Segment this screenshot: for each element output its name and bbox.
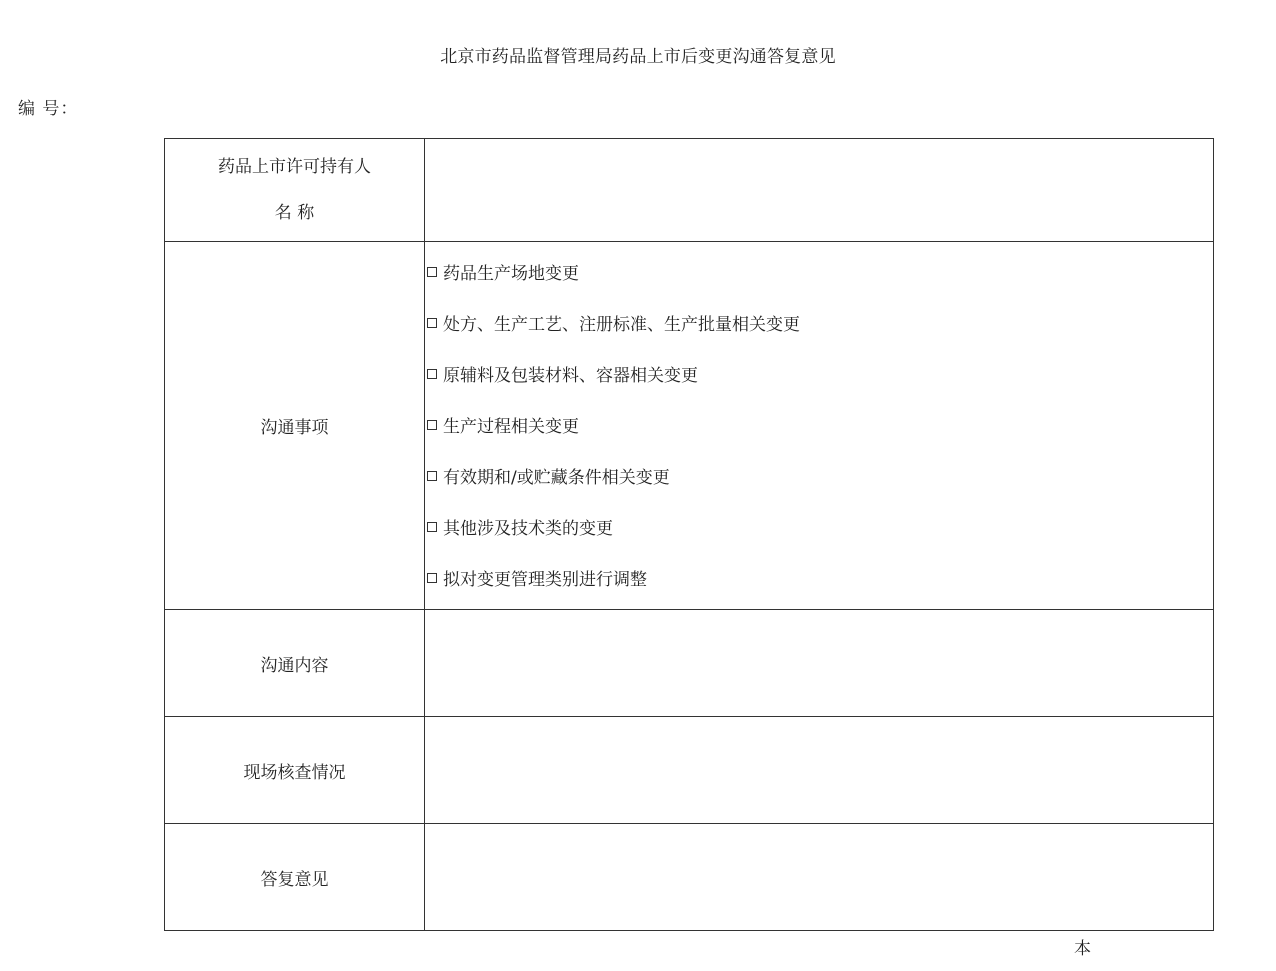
license-holder-label-line2: 名 称	[274, 203, 315, 223]
license-holder-value-cell[interactable]	[425, 139, 1214, 242]
checkbox-icon[interactable]	[427, 471, 437, 481]
checkbox-icon[interactable]	[427, 573, 437, 583]
item-option[interactable]	[427, 450, 1213, 501]
reply-opinion-value-cell[interactable]	[425, 824, 1214, 931]
page-edge-mark: 本	[1074, 939, 1091, 959]
communication-content-label: 沟通内容	[165, 610, 425, 717]
item-option[interactable]	[427, 552, 1213, 603]
document-title: 北京市药品监督管理局药品上市后变更沟通答复意见	[440, 47, 836, 67]
row-communication-items	[165, 242, 1214, 610]
communication-items-label: 沟通事项	[165, 242, 425, 610]
item-option[interactable]	[427, 501, 1213, 552]
row-license-holder	[165, 139, 1214, 242]
item-option[interactable]	[427, 399, 1213, 450]
item-option-label: 生产过程相关变更	[443, 417, 579, 437]
document-number-label: 编 号：	[18, 99, 79, 119]
reply-opinion-label: 答复意见	[165, 824, 425, 931]
checkbox-icon[interactable]	[427, 318, 437, 328]
item-option-label: 其他涉及技术类的变更	[443, 519, 613, 539]
communication-form-table	[164, 138, 1214, 931]
item-option-label: 处方、生产工艺、注册标准、生产批量相关变更	[443, 315, 800, 335]
item-option-label: 有效期和/或贮藏条件相关变更	[443, 468, 670, 488]
item-option-label: 药品生产场地变更	[443, 264, 579, 284]
row-reply-opinion	[165, 824, 1214, 931]
item-option-label: 拟对变更管理类别进行调整	[443, 570, 647, 590]
checkbox-icon[interactable]	[427, 267, 437, 277]
item-option-label: 原辅料及包装材料、容器相关变更	[443, 366, 698, 386]
checkbox-icon[interactable]	[427, 369, 437, 379]
communication-items-list	[425, 242, 1213, 609]
license-holder-label-cell	[165, 139, 425, 242]
license-holder-label-line1: 药品上市许可持有人	[218, 157, 371, 177]
row-communication-content	[165, 610, 1214, 717]
item-option[interactable]	[427, 348, 1213, 399]
checkbox-icon[interactable]	[427, 420, 437, 430]
communication-items-options-cell	[425, 242, 1214, 610]
item-option[interactable]	[427, 246, 1213, 297]
onsite-inspection-value-cell[interactable]	[425, 717, 1214, 824]
onsite-inspection-label: 现场核查情况	[165, 717, 425, 824]
row-onsite-inspection	[165, 717, 1214, 824]
item-option[interactable]	[427, 297, 1213, 348]
checkbox-icon[interactable]	[427, 522, 437, 532]
communication-content-value-cell[interactable]	[425, 610, 1214, 717]
